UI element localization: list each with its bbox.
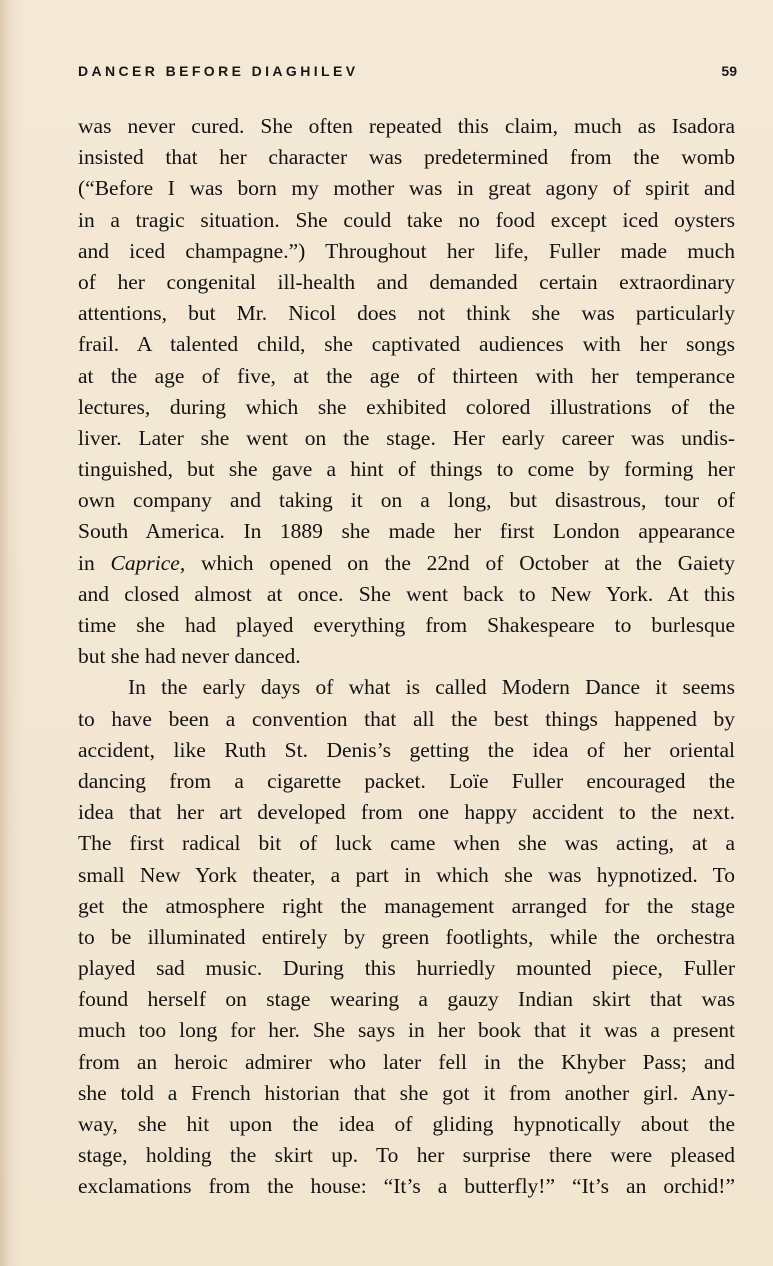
text-line: from an heroic admirer who later fell in the Khyber Pass; and	[78, 1049, 735, 1074]
text-line: exclamations from the house: “It’s a butterfly!” “It’s an orchid!”	[78, 1174, 735, 1199]
text-line: of her congenital ill-health and demanded certain extraordinary	[78, 269, 735, 294]
text-segment: in	[78, 550, 111, 575]
text-line: accident, like Ruth St. Denis’s getting the idea of her oriental	[78, 737, 735, 762]
text-line: played sad music. During this hurriedly mounted piece, Fuller	[78, 956, 735, 981]
text-line: frail. A talented child, she captivated audiences with her songs	[78, 332, 735, 357]
text-segment: which opened on the 22nd of October at the Gaiety	[185, 550, 735, 575]
text-line: (“Before I was born my mother was in great agony of spirit and	[78, 176, 735, 201]
body-text	[78, 111, 735, 1203]
text-line: lectures, during which she exhibited colored illustrations of the	[78, 394, 735, 419]
text-line: The first radical bit of luck came when she was acting, at a	[78, 831, 735, 856]
page-number: 59	[721, 63, 737, 79]
text-line: South America. In 1889 she made her first London appearance	[78, 519, 735, 544]
text-line: insisted that her character was predetermined from the womb	[78, 145, 735, 170]
running-head: DANCER BEFORE DIAGHILEV	[78, 63, 359, 79]
text-line: and iced champagne.”) Throughout her life, Fuller made much	[78, 238, 735, 263]
page-header	[78, 63, 737, 83]
text-line: but she had never danced.	[78, 644, 301, 669]
text-line: to have been a convention that all the best things happened by	[78, 706, 735, 731]
text-line: was never cured. She often repeated this claim, much as Isadora	[78, 114, 735, 138]
text-line: much too long for her. She says in her book that it was a present	[78, 1018, 735, 1043]
text-line: and closed almost at once. She went back to New York. At this	[78, 581, 735, 606]
text-line: tinguished, but she gave a hint of things to come by forming her	[78, 457, 735, 482]
paragraph-2	[78, 672, 735, 1202]
text-line: found herself on stage wearing a gauzy Indian skirt that was	[78, 987, 735, 1012]
text-line: idea that her art developed from one happy accident to the next.	[78, 800, 735, 825]
text-line: dancing from a cigarette packet. Loïe Fuller encouraged the	[78, 768, 735, 793]
text-line: small New York theater, a part in which she was hypnotized. To	[78, 862, 735, 887]
text-line: own company and taking it on a long, but disastrous, tour of	[78, 488, 735, 513]
text-line: get the atmosphere right the management arranged for the stage	[78, 893, 735, 918]
text-line: at the age of five, at the age of thirteen with her temperance	[78, 363, 735, 388]
paragraph-1	[78, 111, 735, 672]
text-line: liver. Later she went on the stage. Her early career was undis-	[78, 425, 735, 450]
text-line: in a tragic situation. She could take no food except iced oysters	[78, 207, 735, 232]
text-line: way, she hit upon the idea of gliding hypnotically about the	[78, 1112, 735, 1136]
text-line: In the early days of what is called Modern Dance it seems	[128, 675, 735, 700]
text-line: time she had played everything from Shakespeare to burlesque	[78, 613, 735, 637]
text-line-caprice	[78, 548, 735, 579]
text-line: stage, holding the skirt up. To her surprise there were pleased	[78, 1143, 735, 1168]
text-line: she told a French historian that she got it from another girl. Any-	[78, 1080, 735, 1105]
text-line: attentions, but Mr. Nicol does not think she was particularly	[78, 301, 735, 326]
text-line: to be illuminated entirely by green footlights, while the orchestra	[78, 924, 735, 949]
italic-title-caprice: Caprice,	[110, 550, 186, 575]
